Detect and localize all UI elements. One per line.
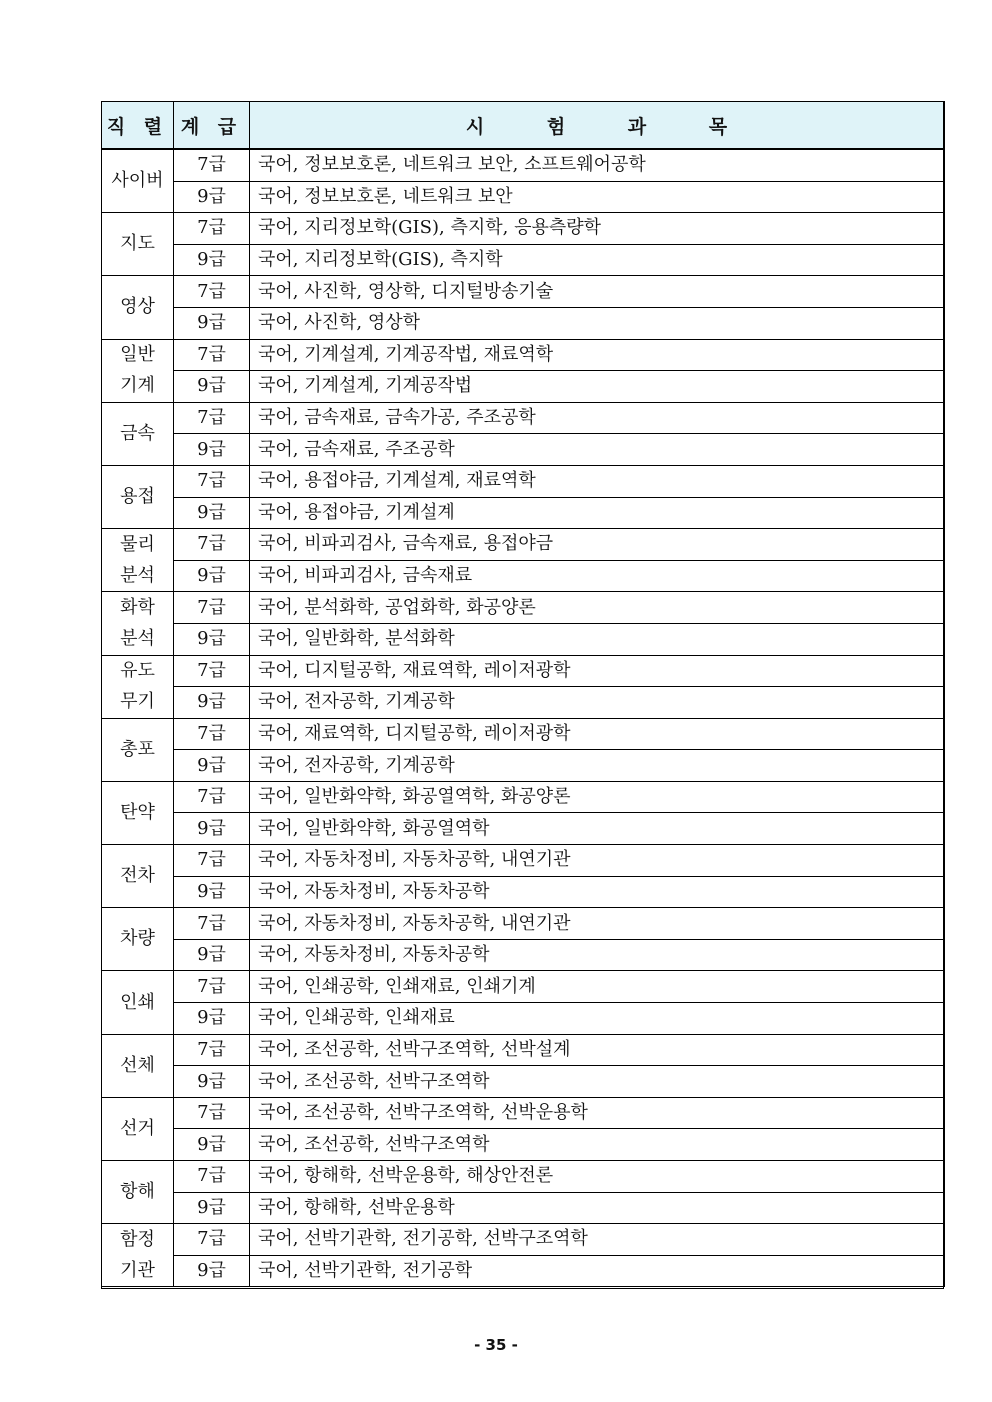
grade-cell: 7급	[174, 908, 250, 940]
subjects-cell: 국어, 자동차정비, 자동차공학, 내연기관	[250, 908, 945, 940]
table-row	[102, 939, 945, 971]
grade-cell: 7급	[174, 1034, 250, 1066]
table-row	[102, 1161, 945, 1193]
subjects-cell: 국어, 지리정보학(GIS), 측지학	[250, 244, 945, 276]
subjects-cell: 국어, 전자공학, 기계공학	[250, 750, 945, 782]
subjects-cell: 국어, 선박기관학, 전기공학	[250, 1255, 945, 1287]
table-row	[102, 497, 945, 529]
series-cell: 전차	[102, 845, 174, 908]
grade-cell: 9급	[174, 1003, 250, 1035]
subjects-cell: 국어, 사진학, 영상학, 디지털방송기술	[250, 276, 945, 308]
grade-cell: 7급	[174, 845, 250, 877]
subjects-cell: 국어, 항해학, 선박운용학	[250, 1192, 945, 1224]
grade-cell: 7급	[174, 339, 250, 371]
grade-cell: 7급	[174, 149, 250, 181]
table-row	[102, 718, 945, 750]
table-row	[102, 1097, 945, 1129]
grade-cell: 9급	[174, 181, 250, 213]
grade-cell: 7급	[174, 529, 250, 561]
table-row	[102, 1192, 945, 1224]
grade-cell: 7급	[174, 276, 250, 308]
grade-cell: 9급	[174, 813, 250, 845]
subjects-cell: 국어, 인쇄공학, 인쇄재료	[250, 1003, 945, 1035]
table-row	[102, 339, 945, 371]
subjects-cell: 국어, 기계설계, 기계공작법, 재료역학	[250, 339, 945, 371]
table-row	[102, 1255, 945, 1287]
subjects-cell: 국어, 디지털공학, 재료역학, 레이저광학	[250, 655, 945, 687]
series-cell: 분석	[102, 560, 174, 592]
grade-cell: 9급	[174, 939, 250, 971]
subjects-cell: 국어, 정보보호론, 네트워크 보안	[250, 181, 945, 213]
grade-cell: 9급	[174, 1192, 250, 1224]
table-row	[102, 813, 945, 845]
table-row	[102, 908, 945, 940]
subjects-cell: 국어, 용접야금, 기계설계, 재료역학	[250, 465, 945, 497]
grade-cell: 9급	[174, 623, 250, 655]
grade-cell: 7급	[174, 465, 250, 497]
subjects-cell: 국어, 자동차정비, 자동차공학	[250, 939, 945, 971]
grade-cell: 9급	[174, 307, 250, 339]
series-cell: 화학	[102, 592, 174, 624]
series-cell: 무기	[102, 687, 174, 719]
table-row	[102, 971, 945, 1003]
grade-cell: 7급	[174, 592, 250, 624]
grade-cell: 7급	[174, 971, 250, 1003]
grade-cell: 9급	[174, 371, 250, 403]
series-cell: 금속	[102, 402, 174, 465]
series-cell: 기관	[102, 1255, 174, 1287]
grade-cell: 7급	[174, 1224, 250, 1256]
subjects-cell: 국어, 재료역학, 디지털공학, 레이저광학	[250, 718, 945, 750]
subjects-cell: 국어, 기계설계, 기계공작법	[250, 371, 945, 403]
series-cell: 물리	[102, 529, 174, 561]
subjects-cell: 국어, 자동차정비, 자동차공학	[250, 876, 945, 908]
table-row	[102, 560, 945, 592]
grade-cell: 9급	[174, 560, 250, 592]
series-cell: 기계	[102, 371, 174, 403]
table-row	[102, 529, 945, 561]
series-cell: 일반	[102, 339, 174, 371]
table-row	[102, 655, 945, 687]
subjects-cell: 국어, 금속재료, 금속가공, 주조공학	[250, 402, 945, 434]
table-row	[102, 1129, 945, 1161]
subjects-cell: 국어, 조선공학, 선박구조역학	[250, 1129, 945, 1161]
table-row	[102, 687, 945, 719]
subjects-cell: 국어, 인쇄공학, 인쇄재료, 인쇄기계	[250, 971, 945, 1003]
table-row	[102, 1003, 945, 1035]
grade-cell: 9급	[174, 1255, 250, 1287]
header-grade: 계 급	[174, 102, 250, 150]
series-cell: 영상	[102, 276, 174, 339]
table-row	[102, 371, 945, 403]
grade-cell: 7급	[174, 718, 250, 750]
subjects-cell: 국어, 일반화약학, 화공열역학, 화공양론	[250, 781, 945, 813]
series-cell: 총포	[102, 718, 174, 781]
subjects-cell: 국어, 비파괴검사, 금속재료	[250, 560, 945, 592]
grade-cell: 7급	[174, 1161, 250, 1193]
subjects-cell: 국어, 일반화약학, 화공열역학	[250, 813, 945, 845]
grade-cell: 7급	[174, 402, 250, 434]
table-header-row	[102, 102, 945, 150]
series-cell: 탄약	[102, 781, 174, 844]
subjects-cell: 국어, 조선공학, 선박구조역학, 선박운용학	[250, 1097, 945, 1129]
series-cell: 항해	[102, 1161, 174, 1224]
subjects-cell: 국어, 분석화학, 공업화학, 화공양론	[250, 592, 945, 624]
table-body	[102, 149, 945, 1287]
subjects-cell: 국어, 선박기관학, 전기공학, 선박구조역학	[250, 1224, 945, 1256]
grade-cell: 7급	[174, 781, 250, 813]
table-row	[102, 276, 945, 308]
subjects-cell: 국어, 정보보호론, 네트워크 보안, 소프트웨어공학	[250, 149, 945, 181]
table-row	[102, 307, 945, 339]
table-row	[102, 244, 945, 276]
grade-cell: 9급	[174, 750, 250, 782]
exam-subjects-table	[101, 101, 945, 1287]
table-row	[102, 402, 945, 434]
series-cell: 분석	[102, 623, 174, 655]
subjects-cell: 국어, 금속재료, 주조공학	[250, 434, 945, 466]
grade-cell: 9급	[174, 1129, 250, 1161]
header-subjects: 시 험 과 목	[250, 102, 945, 150]
grade-cell: 9급	[174, 434, 250, 466]
series-cell: 사이버	[102, 149, 174, 213]
page-number: - 35 -	[474, 1336, 518, 1354]
subjects-cell: 국어, 지리정보학(GIS), 측지학, 응용측량학	[250, 213, 945, 245]
grade-cell: 7급	[174, 655, 250, 687]
grade-cell: 7급	[174, 1097, 250, 1129]
table-row	[102, 781, 945, 813]
table-row	[102, 1034, 945, 1066]
table-row	[102, 434, 945, 466]
table-row	[102, 845, 945, 877]
grade-cell: 7급	[174, 213, 250, 245]
table-row	[102, 181, 945, 213]
subjects-cell: 국어, 사진학, 영상학	[250, 307, 945, 339]
series-cell: 용접	[102, 465, 174, 528]
table-row	[102, 213, 945, 245]
header-series: 직 렬	[102, 102, 174, 150]
series-cell: 차량	[102, 908, 174, 971]
subjects-cell: 국어, 용접야금, 기계설계	[250, 497, 945, 529]
series-cell: 함정	[102, 1224, 174, 1256]
table-row	[102, 623, 945, 655]
subjects-cell: 국어, 자동차정비, 자동차공학, 내연기관	[250, 845, 945, 877]
series-cell: 인쇄	[102, 971, 174, 1034]
series-cell: 선체	[102, 1034, 174, 1097]
grade-cell: 9급	[174, 1066, 250, 1098]
subjects-cell: 국어, 조선공학, 선박구조역학, 선박설계	[250, 1034, 945, 1066]
table-row	[102, 465, 945, 497]
table-row	[102, 592, 945, 624]
table-row	[102, 1224, 945, 1256]
grade-cell: 9급	[174, 876, 250, 908]
subjects-cell: 국어, 일반화학, 분석화학	[250, 623, 945, 655]
subjects-cell: 국어, 조선공학, 선박구조역학	[250, 1066, 945, 1098]
table-row	[102, 149, 945, 181]
table-row	[102, 750, 945, 782]
table-row	[102, 876, 945, 908]
subjects-cell: 국어, 전자공학, 기계공학	[250, 687, 945, 719]
series-cell: 유도	[102, 655, 174, 687]
table-row	[102, 1066, 945, 1098]
series-cell: 지도	[102, 213, 174, 276]
subjects-cell: 국어, 항해학, 선박운용학, 해상안전론	[250, 1161, 945, 1193]
subjects-cell: 국어, 비파괴검사, 금속재료, 용접야금	[250, 529, 945, 561]
grade-cell: 9급	[174, 687, 250, 719]
grade-cell: 9급	[174, 244, 250, 276]
series-cell: 선거	[102, 1097, 174, 1160]
grade-cell: 9급	[174, 497, 250, 529]
